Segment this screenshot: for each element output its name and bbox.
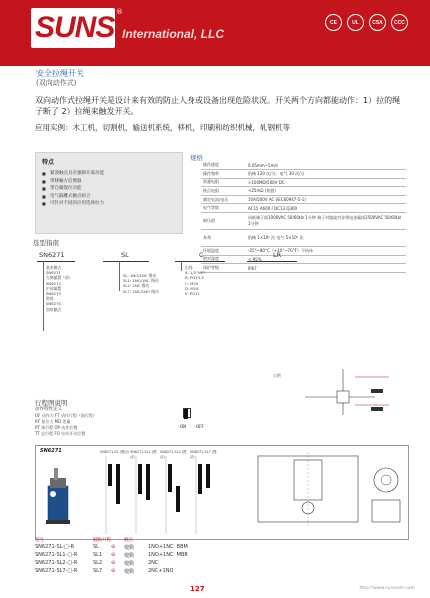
option-item: 加装触点: [46, 306, 62, 312]
cert-icons: [325, 14, 408, 31]
spec-key: 接点电阻: [201, 187, 246, 196]
cycle-definitions: [35, 413, 97, 437]
option-item: SN6275: [46, 301, 61, 307]
model-cell: SN6271-SL2-□-R: [35, 560, 78, 566]
cycle-heading: 行程图说明: [35, 399, 68, 407]
selection-guide: [35, 249, 410, 409]
feature-item: ■ 电气隔離式触点組合: [42, 193, 176, 201]
contact-code: SL: [121, 251, 129, 259]
spec-key: 操作頻率: [201, 170, 246, 179]
feature-item: ■ 紧凑触点具有强制开离功能: [42, 170, 176, 178]
spec-value: 10A/500V AC (IEC60947-5-1): [246, 195, 406, 204]
spec-row: [201, 195, 406, 204]
contact-cell: 2NC+1NO: [148, 568, 174, 574]
option-item: SN6273: [46, 291, 61, 297]
divider: [247, 261, 297, 262]
spec-key: 保护等级: [201, 264, 246, 273]
website-url[interactable]: http://www.sunsveh.com: [359, 586, 415, 591]
option-item: D: M16: [185, 285, 199, 291]
switch-diagram-panel: [35, 445, 409, 540]
connector-line: [181, 261, 182, 271]
ccc-cert-icon: CCC: [391, 14, 408, 31]
type-cell: 慢動: [124, 552, 135, 559]
diagram-column-label: SN6271-SL1 (慢动): [130, 450, 157, 459]
intro-paragraph: 双向动作式拉绳开关是设计来有效的防止人身或设备出现危险状况。开关两个方向都能动作：1）拉的绳子断了 2）拉绳来触发开关。: [35, 96, 401, 116]
spec-row: [201, 230, 406, 247]
cable-options: [185, 265, 235, 296]
spec-value: IP67: [246, 264, 406, 273]
contact-symbol-icon: ⊖: [111, 568, 116, 574]
code-cell: SL: [93, 544, 99, 550]
contact-value: 1NO+1NC: [148, 544, 174, 550]
divider: [175, 261, 225, 262]
option-item: C: M20: [185, 280, 199, 286]
contact-cell: [148, 544, 188, 550]
column-header: 型号: [35, 538, 44, 543]
option-item: SL2: 2NC 慢动: [123, 283, 150, 289]
connector-line: [119, 261, 120, 291]
spec-key: 电气等級: [201, 204, 246, 213]
brand-header: [0, 0, 430, 66]
spec-row: [201, 204, 406, 213]
spec-value: 0.05mm~5m/s: [246, 161, 406, 170]
page-title: 安全拉绳开关: [36, 69, 84, 78]
example-drawing: [285, 367, 410, 417]
diagram-model-label: SN6271: [40, 448, 62, 454]
selection-heading: 选型指南: [33, 239, 59, 247]
spec-row: [201, 178, 406, 187]
model-cell: SN6271-SL7-□-R: [35, 568, 78, 574]
option-item: SL7: 2NC/1NO 慢动: [123, 288, 159, 294]
type-cell: 慢動: [124, 560, 135, 567]
brand-name: SUNS: [35, 11, 115, 44]
connector-line: [43, 261, 44, 331]
option-item: B: PG13.5: [185, 275, 204, 281]
definition-row: OF 动作力 FT 动作行程（前行程）: [35, 413, 97, 418]
ce-cert-icon: CE: [325, 14, 342, 31]
option-item: SN6272: [46, 280, 61, 286]
table-row: [35, 559, 215, 567]
contact-extra: MBB: [176, 552, 188, 558]
legend-swatch: [183, 408, 191, 418]
definition-row: PT 预行程 OP 动作位置: [35, 425, 78, 430]
spec-row: [201, 187, 406, 196]
spec-key: 額定电流/电压: [201, 195, 246, 204]
cable-code: C: [199, 251, 204, 259]
model-code: SN6271: [39, 251, 65, 259]
type-cell: 慢動: [124, 544, 135, 551]
model-cell: SN6271-SL-□-R: [35, 544, 75, 550]
code-cell: SL2: [93, 560, 103, 566]
option-item: 出线: [185, 265, 193, 270]
spec-value: -25°~80°C（+10°~70°F）不结冰: [246, 247, 406, 256]
definition-row: TT 总行程 FO 拉动开关位置: [35, 431, 86, 436]
contact-symbol-icon: ⊖: [111, 544, 116, 550]
spec-key: 操作速度: [201, 161, 246, 170]
contact-symbol-icon: ⊖: [111, 560, 116, 566]
contact-value: 1NO+1NC: [148, 552, 174, 558]
spec-key: 环境温度: [201, 247, 246, 256]
page-number: 127: [190, 585, 205, 593]
spec-row: [201, 213, 406, 230]
spec-row: [201, 161, 406, 170]
spec-value: >100MΩ(500V DC: [246, 178, 406, 187]
cycle-subheading: 动作特性定义: [35, 407, 62, 412]
code-cell: SL1: [93, 552, 103, 558]
option-item: E: PG11: [185, 291, 200, 297]
lr-code: LR: [273, 251, 282, 259]
features-list: [42, 170, 176, 208]
contact-cell: 2NC: [148, 560, 159, 566]
definition-row: RF 复位力 MD 差量: [35, 419, 71, 424]
switch-drawing: [36, 446, 408, 538]
spec-key: 防護电阻: [201, 178, 246, 187]
brand-tagline: International, LLC: [122, 27, 224, 41]
diagram-column-label: SN6271-SL7 (慢动): [190, 450, 217, 459]
spec-value: <25mΩ (初值): [246, 187, 406, 196]
spec-key: 寿命: [201, 230, 246, 247]
spec-value: 机械 1×10⁶ 次 电气 5×10⁵ 次: [246, 230, 406, 247]
diagram-column-label: SN6271-SL (慢动): [100, 450, 130, 454]
contact-symbol-icon: ⊖: [111, 552, 116, 558]
example-label: 示例: [273, 373, 281, 378]
spec-row: [201, 170, 406, 179]
column-header: [111, 537, 124, 543]
spec-heading: 规格: [190, 154, 203, 162]
option-item: 左侧偏置（前）: [46, 275, 73, 281]
order-table: [35, 537, 215, 575]
spec-key: 耐压值: [201, 213, 246, 230]
feature-item: ■ 可针对不同的应用选择拉力: [42, 200, 176, 208]
option-item: 中部偏置: [46, 285, 62, 291]
feature-item: ■ 带移輸方信號器: [42, 178, 176, 186]
model-cell: SN6271-SL1-□-R: [35, 552, 78, 558]
csa-cert-icon: CSA: [369, 14, 386, 31]
features-heading: 特点: [42, 159, 55, 166]
spec-key: 相对湿度: [201, 255, 246, 264]
option-item: A: 1/2"NPT: [185, 270, 206, 276]
column-header: [148, 537, 188, 543]
spec-value: 机械 120 次/分，电气 30 次/分: [246, 170, 406, 179]
ul-cert-icon: UL: [347, 14, 364, 31]
table-row: [35, 551, 215, 559]
features-box: [35, 152, 183, 234]
diagram-column-label: SN6271-SL2 (慢动): [160, 450, 187, 459]
off-label: OFF: [196, 424, 204, 429]
option-item: 带锁: [46, 296, 54, 302]
option-item: SN6271: [46, 270, 61, 276]
spec-value: 同极端子间1000VAC 50/60Hz 1分钟 端子对地或对非带电金属间2500VAC 50/60Hz 1分钟: [246, 213, 406, 230]
column-header: 触点: [124, 538, 133, 543]
table-row: [35, 543, 215, 551]
page-subtitle: (双向动作式): [36, 79, 77, 87]
application-paragraph: 应用实例：木工机，切割机，输送机系统，移机，印刷和纺织机械，轧钢机等: [35, 123, 290, 132]
code-cell: SL7: [93, 568, 103, 574]
spec-value: AC15 A600 / DC13 Q300: [246, 204, 406, 213]
type-cell: 慢動: [124, 568, 135, 575]
column-header: 触點行程: [93, 538, 111, 543]
contact-extra: BBM: [176, 544, 188, 550]
suns-logo: [31, 8, 115, 48]
option-item: SL1: 1NO/1NC 慢动: [123, 278, 159, 284]
registered-mark: ®: [116, 8, 123, 16]
option-item: 基本模式: [46, 265, 62, 270]
table-row: [35, 567, 215, 575]
divider: [103, 261, 149, 262]
feature-item: ■ 带自鎖復位功能: [42, 185, 176, 193]
model-options: [46, 265, 106, 312]
option-item: SL: 1NO/1NC 慢动: [123, 273, 157, 278]
on-label: ON: [180, 424, 187, 429]
contact-options: [123, 273, 179, 294]
contact-cell: [148, 552, 188, 558]
spec-value: < 95%: [246, 255, 406, 264]
